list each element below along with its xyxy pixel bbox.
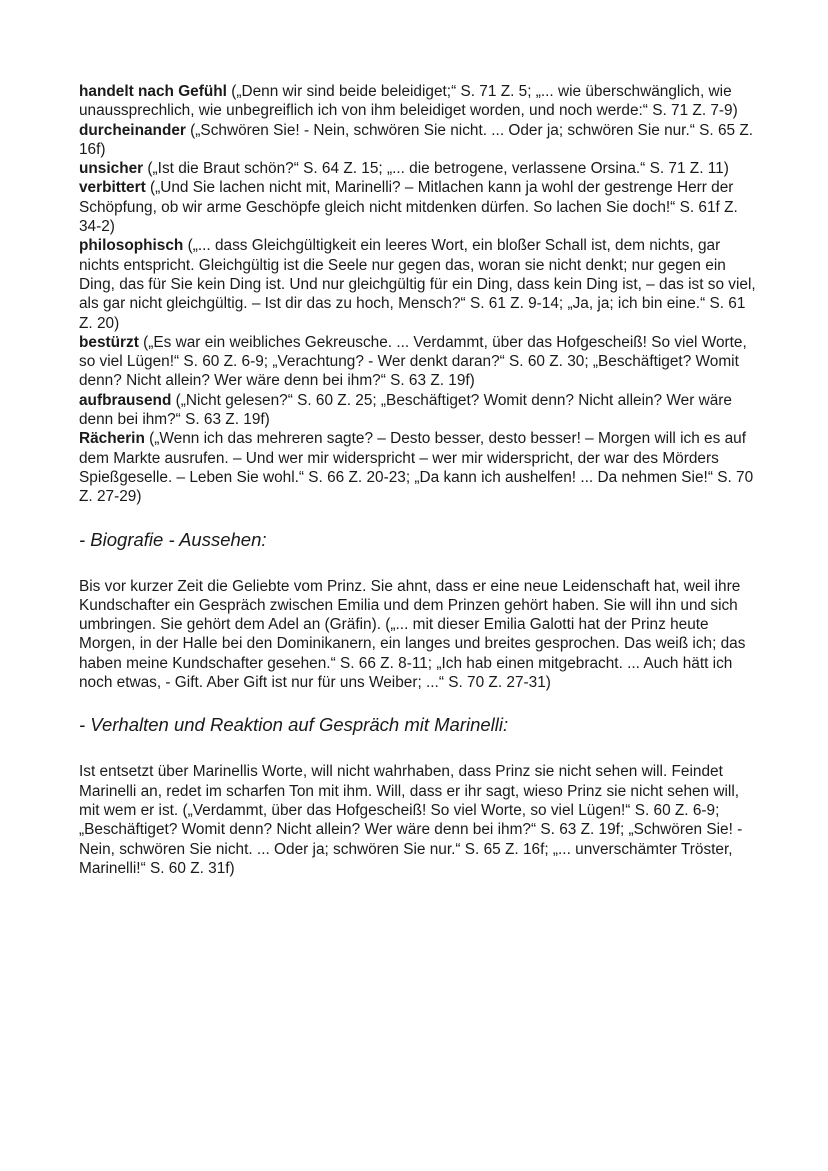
trait-entry bbox=[79, 159, 759, 178]
trait-quote: („Ist die Braut schön?“ S. 64 Z. 15; „... die betrogene, verlassene Orsina.“ S. 71 Z. 11) bbox=[143, 160, 729, 178]
trait-term: verbittert bbox=[79, 179, 146, 197]
document-page bbox=[79, 82, 759, 878]
trait-quote: („Nicht gelesen?“ S. 60 Z. 25; „Beschäftiget? Womit denn? Nicht allein? Wer wäre denn bei ihm?“ S. 63 Z. 19f) bbox=[79, 391, 732, 429]
trait-term: aufbrausend bbox=[79, 391, 172, 409]
trait-entry bbox=[79, 429, 759, 506]
section-heading-biografie: - Biografie - Aussehen: bbox=[79, 528, 267, 550]
trait-entry bbox=[79, 333, 759, 391]
trait-quote: („Schwören Sie! - Nein, schwören Sie nicht. ... Oder ja; schwören Sie nur.“ S. 65 Z. 16f) bbox=[79, 121, 754, 158]
trait-term: unsicher bbox=[79, 160, 144, 178]
section-paragraph-biografie: Bis vor kurzer Zeit die Geliebte vom Prinz. Sie ahnt, dass er eine neue Leidenschaft hat, weil ihre Kundschafter ein Gespräch zwischen Emilia und dem Prinzen gehört haben. Sie will ihn und sich umbringen. Sie gehört dem Adel an (Gräfin). („... mit dieser Emilia Galotti hat der Prinz heute Morgen, in der Halle bei den Dominikanern, ein langes und breites gesprochen. Das weiß ich; das haben meine Kundschafter gesehen.“ S. 66 Z. 8-11; „Ich hab einen mitgebracht. ... Auch hätt ich noch etwas, - Gift. Aber Gift ist nur für uns Weiber; ...“ S. 70 Z. 27-31) bbox=[79, 577, 746, 692]
trait-quote: („Und Sie lachen nicht mit, Marinelli? – Mitlachen kann ja wohl der gestrenge Herr der Schöpfung, ob wir arme Geschöpfe gleich nicht mitdenken dürfen. So lachen Sie doch!“ S. 61f Z. 34-2) bbox=[79, 179, 738, 236]
section-heading-verhalten: - Verhalten und Reaktion auf Gespräch mit Marinelli: bbox=[79, 714, 509, 736]
trait-term: Rächerin bbox=[79, 430, 145, 448]
trait-quote: („Denn wir sind beide beleidiget;“ S. 71 Z. 5; „... wie überschwänglich, wie unaussprechlich, wie unbegreiflich ich von ihm beleidiget worden, und noch werde:“ S. 71 Z. 7-9) bbox=[79, 83, 738, 120]
trait-quote: („... dass Gleichgültigkeit ein leeres Wort, ein bloßer Schall ist, dem nichts, gar nichts entspricht. Gleichgültig ist die Seele nur gegen das, woran sie nicht denkt; nur gegen ein Ding, das für Sie kein Ding ist. Und nur gleichgültig für ein Ding, dass kein Ding ist, – das ist so viel, als gar nicht gleichgültig. – Ist dir das zu hoch, Mensch?“ S. 61 Z. 9-14; „Ja, ja; ich bin eine.“ S. 61 Z. 20) bbox=[79, 237, 756, 332]
trait-list bbox=[79, 82, 759, 507]
trait-quote: („Es war ein weibliches Gekreusche. ... Verdammt, über das Hofgescheiß! So viel Worte, so viel Lügen!“ S. 60 Z. 6-9; „Verachtung? - Wer denkt daran?“ S. 60 Z. 30; „Beschäftiget? Womit denn? Nicht allein? Wer wäre denn bei ihm?“ S. 63 Z. 19f) bbox=[79, 333, 747, 390]
trait-entry bbox=[79, 121, 759, 160]
trait-term: handelt nach Gefühl bbox=[79, 83, 227, 100]
trait-term: durcheinander bbox=[79, 121, 186, 139]
trait-entry bbox=[79, 178, 759, 236]
trait-term: bestürzt bbox=[79, 333, 139, 351]
trait-entry bbox=[79, 82, 759, 121]
trait-term: philosophisch bbox=[79, 237, 184, 255]
section-paragraph-verhalten: Ist entsetzt über Marinellis Worte, will nicht wahrhaben, dass Prinz sie nicht sehen will. Feindet Marinelli an, redet im scharfen Ton mit ihm. Will, dass er ihr sagt, wieso Prinz sie nicht sehen will, mit wem er ist. („Verdammt, über das Hofgescheiß! So viel Worte, so viel Lügen!“ S. 60 Z. 6-9; „Beschäftiget? Womit denn? Nicht allein? Wer wäre denn bei ihm?“ S. 63 Z. 19f; „Schwören Sie! - Nein, schwören Sie nicht. ... Oder ja; schwören Sie nur.“ S. 65 Z. 16f; „... unverschämter Tröster, Marinelli!“ S. 60 Z. 31f) bbox=[79, 763, 743, 877]
trait-entry bbox=[79, 236, 759, 332]
trait-entry bbox=[79, 391, 759, 430]
trait-quote: („Wenn ich das mehreren sagte? – Desto besser, desto besser! – Morgen will ich es auf dem Markte ausrufen. – Und wer mir widerspricht – wer mir widerspricht, der war des Mörders Spießgeselle. – Leben Sie wohl.“ S. 66 Z. 20-23; „Da kann ich aushelfen! ... Da nehmen Sie!“ S. 70 Z. 27-29) bbox=[79, 430, 754, 506]
